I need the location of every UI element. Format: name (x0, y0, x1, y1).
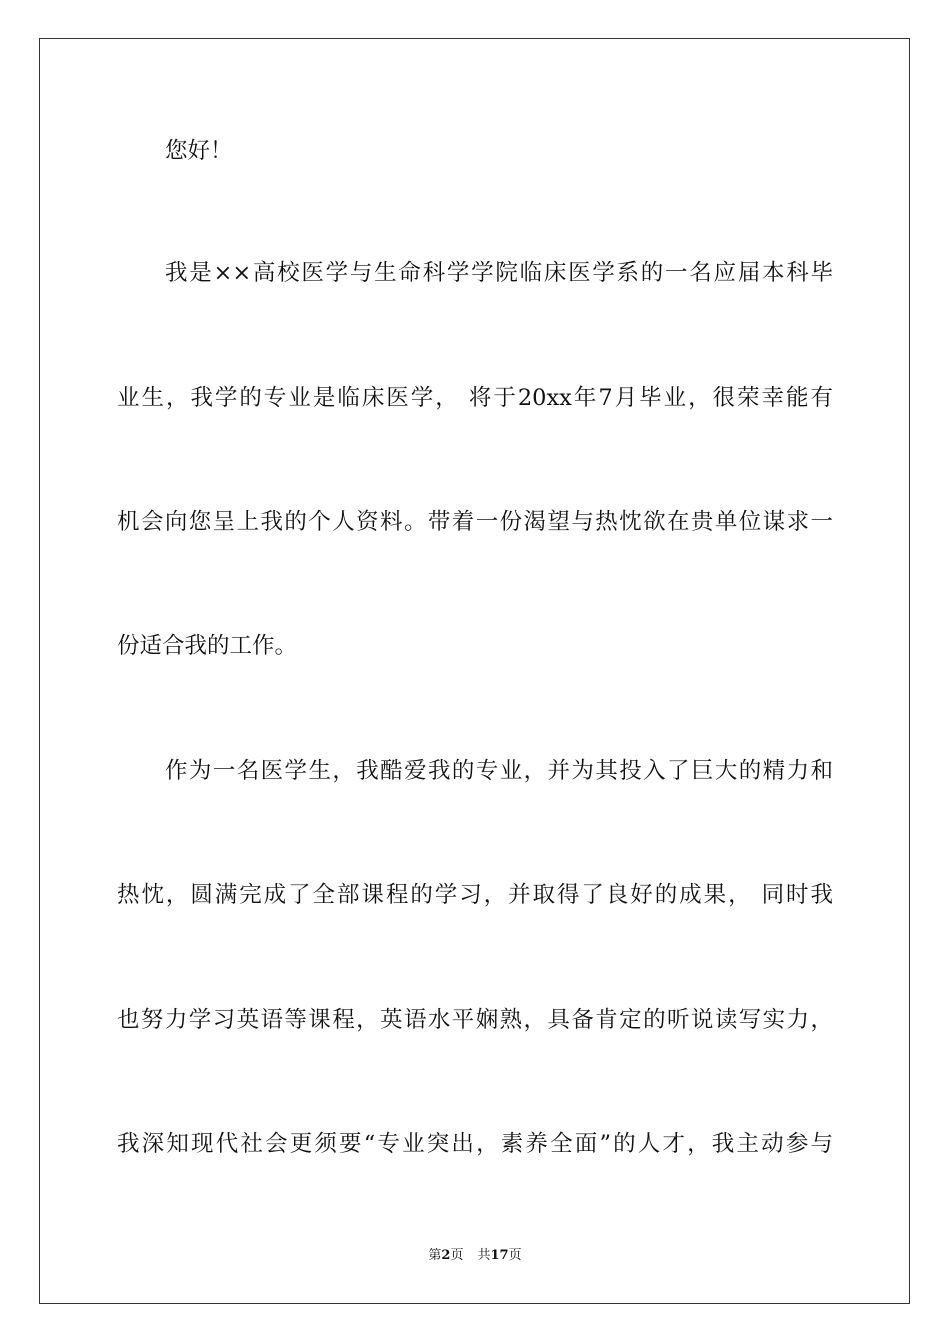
body-line-8: 我深知现代社会更须要“专业突出，素养全面”的人才，我主动参与 (117, 1131, 833, 1157)
body-line-5: 作为一名医学生，我酷爱我的专业，并为其投入了巨大的精力和 (165, 758, 833, 784)
page-suffix: 页 (450, 1248, 464, 1263)
total-suffix: 页 (508, 1248, 522, 1263)
greeting-line: 您好！ (165, 138, 233, 164)
total-prefix: 共 (477, 1248, 491, 1263)
total-pages: 17 (490, 1248, 509, 1263)
body-line-3: 机会向您呈上我的个人资料。带着一份渴望与热忱欲在贵单位谋求一 (117, 509, 833, 535)
page-prefix: 第 (428, 1248, 442, 1263)
body-line-2: 业生，我学的专业是临床医学， 将于20xx年7月毕业，很荣幸能有 (117, 385, 833, 411)
body-line-7: 也努力学习英语等课程，英语水平娴熟，具备肯定的听说读写实力， (117, 1007, 833, 1033)
page-frame (39, 38, 910, 1304)
page-footer (0, 1246, 950, 1266)
body-line-1: 我是××高校医学与生命科学学院临床医学系的一名应届本科毕 (165, 260, 833, 286)
body-line-6: 热忱，圆满完成了全部课程的学习，并取得了良好的成果， 同时我 (117, 882, 833, 908)
body-line-4: 份适合我的工作。 (117, 633, 298, 659)
page-number: 2 (441, 1248, 451, 1263)
